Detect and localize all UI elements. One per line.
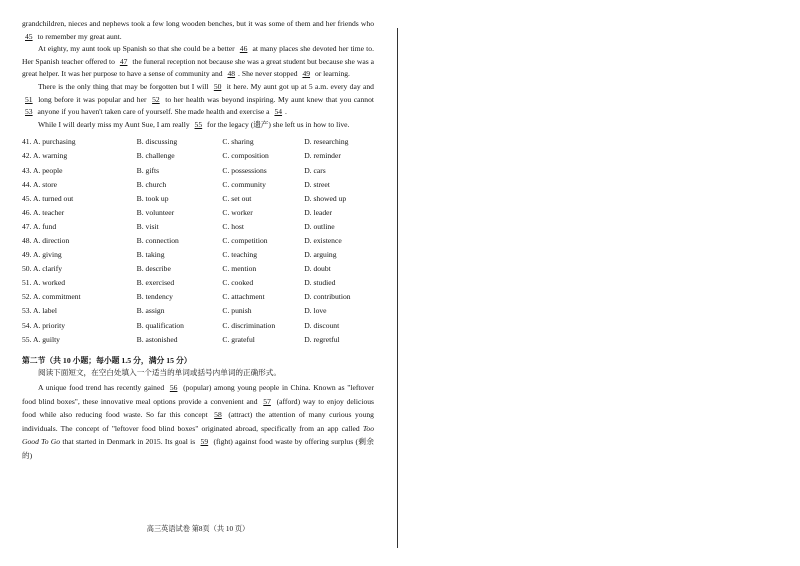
option-row-46	[22, 206, 374, 220]
option-b[interactable]: B. qualification	[136, 320, 184, 330]
blank-57[interactable]: 57	[263, 396, 271, 406]
option-b[interactable]: B. took up	[136, 193, 169, 203]
option-row-48	[22, 234, 374, 248]
option-d[interactable]: D. discount	[304, 320, 340, 330]
option-d[interactable]: D. existence	[304, 236, 342, 245]
page-footer: 高三英语试卷 第8页（共 10 页）	[146, 525, 250, 533]
option-c[interactable]: C. host	[222, 221, 244, 231]
option-a[interactable]: 45. A. turned out	[22, 193, 74, 203]
option-c[interactable]: C. competition	[222, 236, 268, 245]
section-2-instruction: 阅读下面短文，在空白处填入一个适当的单词或括号内单词的正确形式。	[38, 368, 281, 378]
app-name: Too Good To Go	[22, 423, 374, 447]
option-a[interactable]: 42. A. warning	[22, 151, 68, 161]
option-c[interactable]: C. teaching	[222, 250, 258, 260]
option-b[interactable]: B. exercised	[136, 278, 175, 288]
blank-52[interactable]: 52	[152, 94, 160, 104]
column-divider	[397, 28, 398, 548]
option-d[interactable]: D. studied	[304, 278, 336, 288]
option-row-43	[22, 164, 374, 178]
option-a[interactable]: 41. A. purchasing	[22, 137, 76, 147]
blank-56[interactable]: 56	[169, 382, 178, 392]
option-row-53	[22, 304, 374, 318]
passage-paragraph-1: grandchildren, nieces and nephews took a few long wooden benches, but it was some of them and her friends who 45 to remember my great aunt.	[22, 19, 374, 41]
option-d[interactable]: D. contribution	[304, 292, 351, 302]
option-a[interactable]: 53. A. label	[22, 306, 58, 316]
option-d[interactable]: D. doubt	[304, 264, 331, 274]
blank-53[interactable]: 53	[25, 107, 33, 117]
option-c[interactable]: C. composition	[222, 151, 269, 161]
option-a[interactable]: 55. A. guilty	[22, 334, 60, 344]
blank-45[interactable]: 45	[25, 31, 33, 41]
option-d[interactable]: D. outline	[304, 221, 335, 231]
option-c[interactable]: C. sharing	[222, 137, 254, 147]
blank-46[interactable]: 46	[239, 44, 248, 54]
section-2-heading: 第二节（共 10 小题；每小题 1.5 分，满分 15 分）	[22, 355, 192, 365]
option-d[interactable]: D. researching	[304, 137, 349, 147]
option-c[interactable]: C. community	[222, 179, 266, 189]
option-row-47	[22, 220, 374, 234]
option-d[interactable]: D. love	[304, 306, 327, 316]
option-row-54	[22, 319, 374, 333]
option-a[interactable]: 51. A. worked	[22, 278, 66, 288]
option-c[interactable]: C. mention	[222, 264, 257, 274]
blank-51[interactable]: 51	[25, 94, 33, 104]
blank-48[interactable]: 48	[227, 69, 236, 79]
left-column	[22, 18, 374, 463]
option-row-55	[22, 333, 374, 347]
grammar-passage: A unique food trend has recently gained 56 (popular) among young people in China. Known as "leftover food blind boxes", these innovative meal options provide a convenient and 57 (afford) way to enjoy delicious food while also reducing food waste. So far this concept 58 (attract) the attention of many curious young individuals. The concept of "leftover food blind boxes" originated abroad, specifically from an app called Too Good To Go that started in Denmark in 2015. Its goal is 59 (fight) against food waste by offering surplus (剩余的)	[22, 382, 375, 460]
option-c[interactable]: C. worker	[222, 207, 253, 217]
option-c[interactable]: C. cooked	[222, 278, 254, 288]
option-row-49	[22, 248, 374, 262]
option-row-51	[22, 276, 374, 290]
option-b[interactable]: B. connection	[136, 236, 179, 245]
option-b[interactable]: B. church	[136, 179, 167, 189]
blank-59[interactable]: 59	[200, 437, 209, 447]
blank-58[interactable]: 58	[214, 410, 222, 420]
option-c[interactable]: C. punish	[222, 306, 252, 316]
option-a[interactable]: 52. A. commitment	[22, 292, 81, 302]
blank-54[interactable]: 54	[274, 107, 283, 117]
passage-paragraph-4: While I will dearly miss my Aunt Sue, I am really 55 for the legacy (遗产) she left us in how to live.	[38, 119, 350, 129]
passage-paragraph-3: There is the only thing that may be forgotten but I will 50 it here. My aunt got up at 5 a.m. every day and 51 long before it was popular and her 52 to her health was beyond inspiring. My aunt knew that you cannot 53 anyone if you haven't taken care of yourself. She made health and exercise a 54 .	[22, 81, 374, 119]
option-d[interactable]: D. street	[304, 179, 330, 189]
option-d[interactable]: D. arguing	[304, 250, 337, 260]
option-a[interactable]: 54. A. priority	[22, 320, 66, 330]
blank-50[interactable]: 50	[213, 81, 222, 91]
option-row-45	[22, 192, 374, 206]
option-a[interactable]: 43. A. people	[22, 165, 63, 175]
option-d[interactable]: D. regretful	[304, 334, 340, 344]
option-b[interactable]: B. assign	[136, 306, 165, 316]
blank-55[interactable]: 55	[194, 119, 203, 129]
option-row-50	[22, 262, 374, 276]
blank-49[interactable]: 49	[302, 69, 311, 79]
option-d[interactable]: D. reminder	[304, 151, 341, 161]
option-a[interactable]: 46. A. teacher	[22, 207, 65, 217]
option-c[interactable]: C. possessions	[222, 165, 267, 175]
option-a[interactable]: 50. A. clarify	[22, 264, 63, 274]
passage-paragraph-2: At eighty, my aunt took up Spanish so that she could be a better 46 at many places she devoted her time to. Her Spanish teacher offered to 47 the funeral reception not because she was a great student but because she was a great helper. It was her purpose to have a sense of community and 48 . She never stopped 49 or learning.	[22, 44, 375, 79]
option-b[interactable]: B. taking	[136, 250, 165, 260]
option-a[interactable]: 49. A. giving	[22, 250, 62, 260]
option-a[interactable]: 44. A. store	[22, 179, 58, 189]
option-c[interactable]: C. attachment	[222, 292, 265, 302]
option-b[interactable]: B. tendency	[136, 292, 173, 302]
option-row-41	[22, 135, 374, 149]
option-row-44	[22, 178, 374, 192]
option-c[interactable]: C. grateful	[222, 334, 255, 344]
option-d[interactable]: D. leader	[304, 207, 333, 217]
option-b[interactable]: B. challenge	[136, 151, 175, 161]
option-b[interactable]: B. visit	[136, 221, 159, 231]
option-b[interactable]: B. gifts	[136, 165, 160, 175]
option-d[interactable]: D. showed up	[304, 193, 347, 203]
option-b[interactable]: B. astonished	[136, 334, 178, 344]
option-a[interactable]: 47. A. fund	[22, 221, 57, 231]
option-c[interactable]: C. discrimination	[222, 320, 276, 330]
option-c[interactable]: C. set out	[222, 193, 252, 203]
option-b[interactable]: B. discussing	[136, 137, 178, 147]
options-table	[22, 135, 374, 346]
option-row-42	[22, 149, 374, 163]
option-d[interactable]: D. cars	[304, 165, 326, 175]
option-row-52	[22, 290, 374, 304]
option-a[interactable]: 48. A. direction	[22, 236, 70, 245]
option-b[interactable]: B. describe	[136, 264, 171, 274]
blank-47[interactable]: 47	[119, 56, 128, 66]
option-b[interactable]: B. volunteer	[136, 207, 175, 217]
